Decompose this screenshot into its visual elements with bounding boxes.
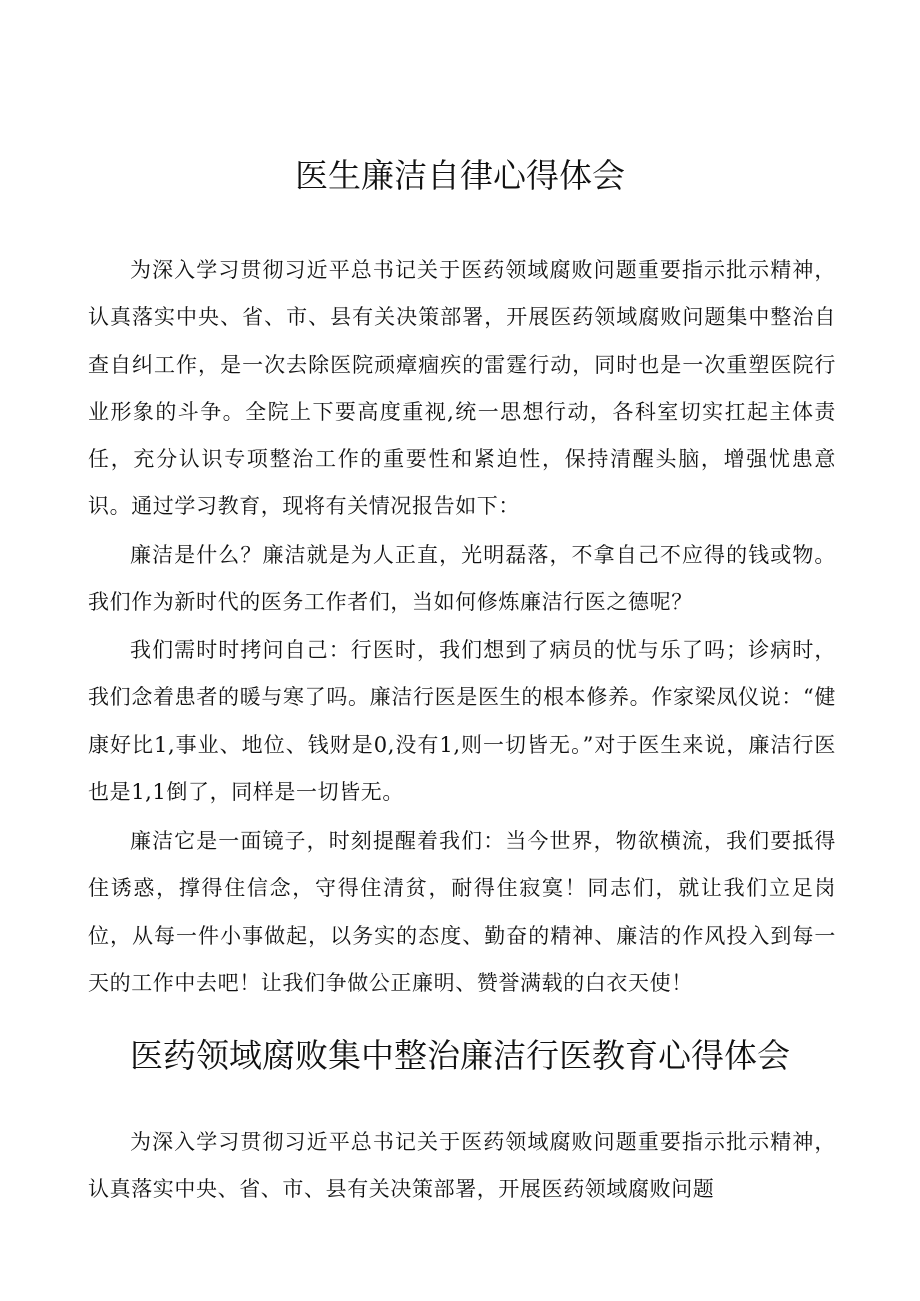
paragraph: 我们需时时拷问自己：行医时，我们想到了病员的忧与乐了吗；诊病时，我们念着患者的暖与寒了吗。廉洁行医是医生的根本修养。作家梁凤仪说：“健康好比1,事业、地位、钱财是0,没有1,则一切皆无。”对于医生来说，廉洁行医也是1,1倒了，同样是一切皆无。 <box>88 638 836 804</box>
paragraph: 廉洁它是一面镜子，时刻提醒着我们：当今世界，物欲横流，我们要抵得住诱惑，撑得住信念，守得住清贫，耐得住寂寞！同志们，就让我们立足岗位，从每一件小事做起，以务实的态度、勤奋的精神、廉洁的作风投入到每一天的工作中去吧！让我们争做公正廉明、赞誉满载的白衣天使！ <box>88 829 836 995</box>
paragraph: 为深入学习贯彻习近平总书记关于医药领域腐败问题重要指示批示精神，认真落实中央、省、市、县有关决策部署，开展医药领域腐败问题 <box>88 1130 836 1202</box>
paragraph: 为深入学习贯彻习近平总书记关于医药领域腐败问题重要指示批示精神，认真落实中央、省、市、县有关决策部署，开展医药领域腐败问题集中整治自查自纠工作，是一次去除医院顽瘴痼疾的雷霆行动，同时也是一次重塑医院行业形象的斗争。全院上下要高度重视,统一思想行动，各科室切实扛起主体责任，充分认识专项整治工作的重要性和紧迫性，保持清醒头脑，增强忧患意识。通过学习教育，现将有关情况报告如下： <box>88 258 836 519</box>
section-title: 医药领域腐败集中整治廉洁行医教育心得体会 <box>130 1036 790 1075</box>
paragraph: 廉洁是什么？廉洁就是为人正直，光明磊落，不拿自己不应得的钱或物。我们作为新时代的医务工作者们，当如何修炼廉洁行医之德呢？ <box>88 543 836 615</box>
document-title: 医生廉洁自律心得体会 <box>295 156 625 195</box>
